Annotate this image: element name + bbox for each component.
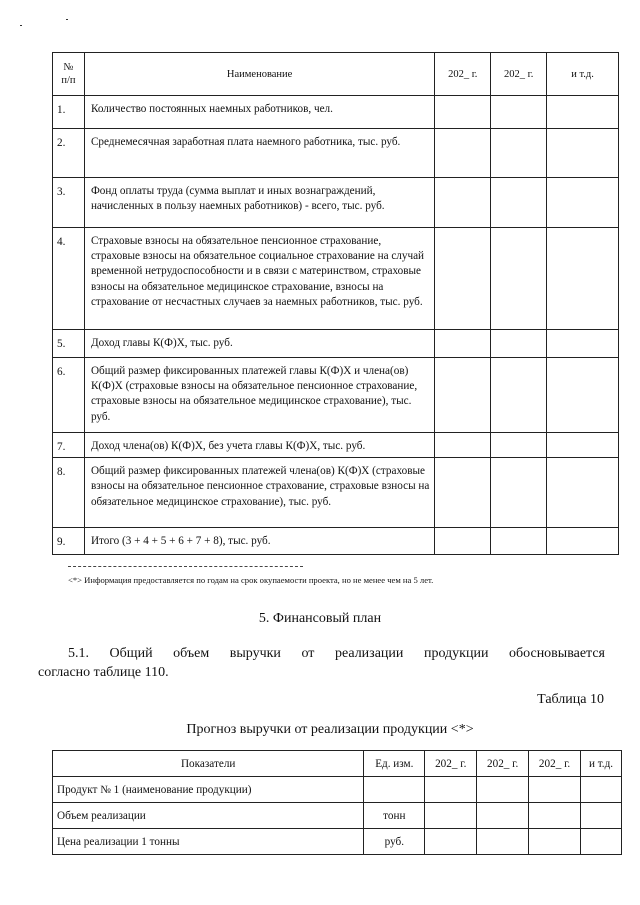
table-header-row — [53, 751, 622, 777]
value-cell — [547, 528, 619, 555]
row-name: Страховые взносы на обязательное пенсионное страхование, страховые взносы на обязательное социальное страхование на случай временной нетрудоспособности и в связи с материнством, страховые взносы на обязательное медицинское страхование, взносы на страхование от несчастных случаев за наемных работников, тыс. руб. — [84, 228, 434, 330]
table-row — [53, 228, 619, 330]
value-cell — [435, 228, 491, 330]
value-cell — [529, 829, 581, 855]
value-cell — [435, 528, 491, 555]
value-cell — [491, 178, 547, 228]
value-cell — [477, 777, 529, 803]
paragraph-line-2: согласно таблице 110. — [38, 665, 169, 680]
scan-speck — [20, 25, 22, 26]
value-cell — [435, 433, 491, 458]
value-cell — [491, 528, 547, 555]
value-cell — [491, 96, 547, 129]
value-cell — [581, 803, 622, 829]
table-row — [53, 178, 619, 228]
value-cell — [491, 458, 547, 528]
value-cell — [491, 358, 547, 433]
value-cell — [435, 330, 491, 358]
row-number: 8. — [53, 458, 85, 528]
row-unit: тонн — [364, 803, 425, 829]
value-cell — [547, 330, 619, 358]
value-cell — [491, 433, 547, 458]
value-cell — [547, 458, 619, 528]
row-name: Доход члена(ов) К(Ф)Х, без учета главы К(Ф)Х, тыс. руб. — [84, 433, 434, 458]
row-unit: руб. — [364, 829, 425, 855]
row-number: 5. — [53, 330, 85, 358]
col-header-year-3: 202_ г. — [529, 751, 581, 777]
row-number: 3. — [53, 178, 85, 228]
value-cell — [425, 829, 477, 855]
paragraph-line-1: 5.1. Общий объем выручки от реализации продукции обосновывается — [68, 646, 605, 661]
col-header-etc: и т.д. — [547, 53, 619, 96]
col-header-etc: и т.д. — [581, 751, 622, 777]
value-cell — [491, 330, 547, 358]
value-cell — [547, 358, 619, 433]
row-label: Продукт № 1 (наименование продукции) — [53, 777, 364, 803]
value-cell — [529, 803, 581, 829]
table-row — [53, 96, 619, 129]
row-label: Цена реализации 1 тонны — [53, 829, 364, 855]
table-header-row — [53, 53, 619, 96]
row-number: 6. — [53, 358, 85, 433]
paragraph — [38, 644, 605, 682]
row-number: 4. — [53, 228, 85, 330]
table-row — [53, 330, 619, 358]
table-row — [53, 829, 622, 855]
value-cell — [435, 129, 491, 178]
col-header-year-2: 202_ г. — [491, 53, 547, 96]
row-unit — [364, 777, 425, 803]
col-header-year-2: 202_ г. — [477, 751, 529, 777]
table-label: Таблица 10 — [537, 692, 604, 707]
table-title: Прогноз выручки от реализации продукции <*> — [186, 722, 474, 737]
col-header-indicators: Показатели — [53, 751, 364, 777]
table-row — [53, 458, 619, 528]
table-row — [53, 803, 622, 829]
footnote: <*> Информация предоставляется по годам на срок окупаемости проекта, но не менее чем на 5 лет. — [68, 575, 434, 585]
row-number: 9. — [53, 528, 85, 555]
value-cell — [491, 129, 547, 178]
col-header-year-1: 202_ г. — [425, 751, 477, 777]
revenue-forecast-table — [52, 750, 622, 855]
value-cell — [435, 178, 491, 228]
row-name: Количество постоянных наемных работников, чел. — [84, 96, 434, 129]
table-row — [53, 528, 619, 555]
row-name: Доход главы К(Ф)Х, тыс. руб. — [84, 330, 434, 358]
row-number: 7. — [53, 433, 85, 458]
value-cell — [581, 829, 622, 855]
row-number: 1. — [53, 96, 85, 129]
table-row — [53, 129, 619, 178]
value-cell — [547, 228, 619, 330]
row-name: Общий размер фиксированных платежей главы К(Ф)Х и члена(ов) К(Ф)Х (страховые взносы на обязательное пенсионное страхование, страховые взносы на обязательное медицинское страхование), тыс. руб. — [84, 358, 434, 433]
value-cell — [547, 96, 619, 129]
scan-speck — [66, 19, 68, 20]
workforce-table — [52, 52, 619, 555]
row-name: Общий размер фиксированных платежей члена(ов) К(Ф)Х (страховые взносы на обязательное пенсионное страхование, страховые взносы на обязательное медицинское страхование), тыс. руб. — [84, 458, 434, 528]
row-name: Итого (3 + 4 + 5 + 6 + 7 + 8), тыс. руб. — [84, 528, 434, 555]
value-cell — [547, 433, 619, 458]
value-cell — [491, 228, 547, 330]
row-name: Среднемесячная заработная плата наемного работника, тыс. руб. — [84, 129, 434, 178]
value-cell — [435, 458, 491, 528]
row-label: Объем реализации — [53, 803, 364, 829]
value-cell — [477, 829, 529, 855]
value-cell — [581, 777, 622, 803]
value-cell — [529, 777, 581, 803]
value-cell — [547, 178, 619, 228]
col-header-unit: Ед. изм. — [364, 751, 425, 777]
value-cell — [477, 803, 529, 829]
value-cell — [425, 777, 477, 803]
value-cell — [435, 358, 491, 433]
col-header-name: Наименование — [84, 53, 434, 96]
table-row — [53, 433, 619, 458]
value-cell — [435, 96, 491, 129]
table-row — [53, 358, 619, 433]
col-header-num: № п/п — [53, 53, 85, 96]
row-number: 2. — [53, 129, 85, 178]
footnote-separator — [68, 566, 303, 567]
table-row — [53, 777, 622, 803]
value-cell — [425, 803, 477, 829]
section-heading: 5. Финансовый план — [258, 611, 382, 626]
row-name: Фонд оплаты труда (сумма выплат и иных вознаграждений, начисленных в пользу наемных работников) - всего, тыс. руб. — [84, 178, 434, 228]
col-header-year-1: 202_ г. — [435, 53, 491, 96]
value-cell — [547, 129, 619, 178]
